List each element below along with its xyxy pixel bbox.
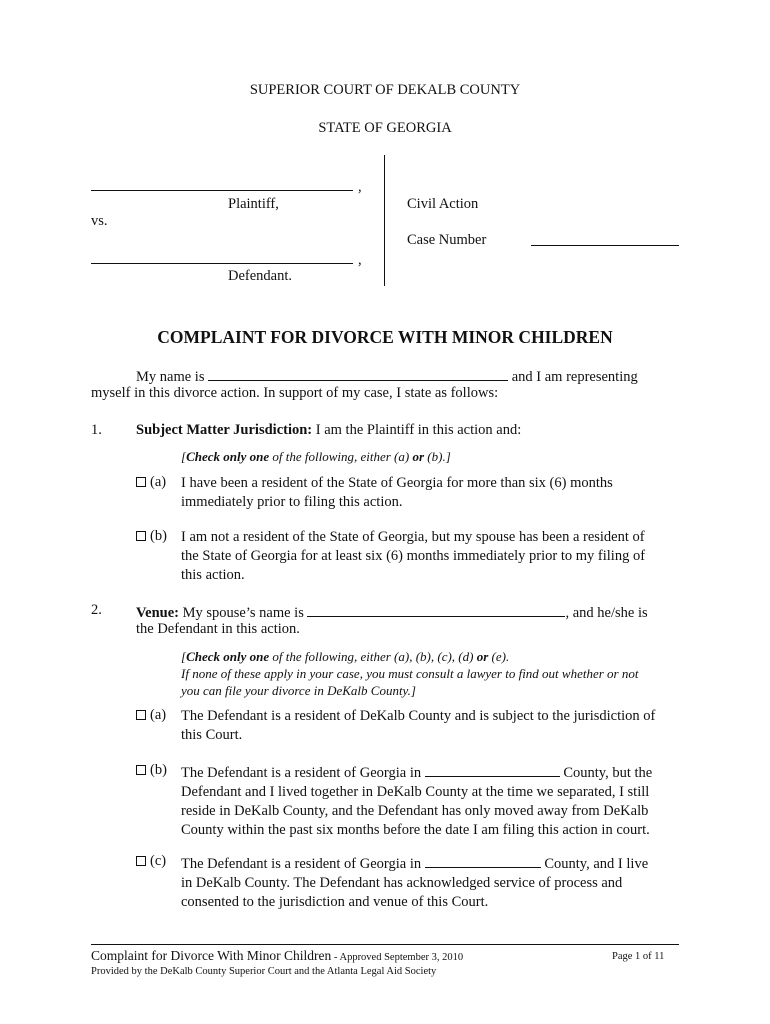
footer-page: Page 1 of 11: [612, 951, 665, 962]
option-2b-first-post: County, but the: [563, 765, 653, 781]
instr-check-only-one: Check only one: [186, 649, 270, 664]
option-1b-label: (b): [150, 528, 167, 544]
section2-text1: My spouse’s name is: [182, 605, 304, 621]
section1-instruction: [181, 449, 451, 465]
option-2c-line-2: in DeKalb County. The Defendant has acknowledged service of process and: [181, 875, 623, 891]
instr-check-only-one: Check only one: [186, 449, 270, 464]
section2-line2: the Defendant in this action.: [136, 621, 300, 637]
spouse-name-blank[interactable]: [307, 602, 565, 617]
footer-title: Complaint for Divorce With Minor Children: [91, 948, 332, 963]
plaintiff-comma: ,: [358, 179, 362, 195]
option-2c-text: [181, 853, 691, 912]
instr-middle: of the following, either (a): [269, 449, 413, 464]
option-2b-first-pre: The Defendant is a resident of Georgia in: [181, 765, 422, 781]
option-1a-line-2: immediately prior to filing this action.: [181, 494, 403, 510]
option-2a-label: (a): [150, 707, 167, 723]
option-2c-label: (c): [150, 853, 167, 869]
civil-action-label: Civil Action: [407, 196, 479, 212]
my-name-blank[interactable]: [208, 366, 508, 381]
option-1a-line-1: I have been a resident of the State of Georgia for more than six (6) months: [181, 475, 613, 491]
county-blank-2c[interactable]: [425, 853, 541, 868]
court-name: SUPERIOR COURT OF DEKALB COUNTY: [249, 82, 521, 98]
checkbox-icon[interactable]: [136, 856, 146, 866]
document-title: COMPLAINT FOR DIVORCE WITH MINOR CHILDREN: [157, 327, 613, 347]
option-2c-first-pre: The Defendant is a resident of Georgia in: [181, 856, 422, 872]
option-1b-line-2: the State of Georgia for at least six (6) months immediately prior to my filing of: [181, 548, 646, 564]
option-2b-line-2: Defendant and I lived together in DeKalb County at the time we separated, I still: [181, 784, 650, 800]
checkbox-icon[interactable]: [136, 710, 146, 720]
option-1b[interactable]: [136, 528, 167, 545]
instr-open: [: [181, 649, 187, 664]
footer-approved: - Approved September 3, 2010: [331, 952, 464, 963]
option-2a-line-1: The Defendant is a resident of DeKalb County and is subject to the jurisdiction of: [181, 708, 656, 724]
option-2c[interactable]: [136, 853, 166, 870]
option-1b-line-1: I am not a resident of the State of Georgia, but my spouse has been a resident of: [181, 529, 645, 545]
plaintiff-label: Plaintiff,: [228, 196, 279, 212]
section2-number: 2.: [91, 602, 102, 618]
option-2c-line-1: [181, 853, 691, 874]
option-2c-first-post: County, and I live: [544, 856, 649, 872]
section2-instruction-2: If none of these apply in your case, you must consult a lawyer to find out whether or not: [181, 666, 639, 681]
footer-rule: [91, 944, 679, 945]
instr-end: (b).]: [424, 449, 451, 464]
option-2a[interactable]: [136, 707, 166, 724]
option-1b-text: [181, 528, 681, 585]
option-2b[interactable]: [136, 762, 167, 779]
section2-heading-line: [136, 602, 648, 622]
option-2b-text: [181, 762, 691, 840]
section1-heading: Subject Matter Jurisdiction:: [136, 422, 313, 438]
option-1a-label: (a): [150, 474, 167, 490]
section1-number: 1.: [91, 422, 102, 438]
instr-or: or: [476, 649, 489, 664]
instr-or: or: [412, 449, 425, 464]
case-number-line[interactable]: [531, 245, 679, 246]
plaintiff-name-line[interactable]: [91, 190, 353, 191]
intro-line-1: [136, 366, 638, 386]
instr-end: (e).: [488, 649, 510, 664]
intro-part2: and I am representing: [511, 369, 638, 385]
checkbox-icon[interactable]: [136, 531, 146, 541]
option-2b-line-4: County within the past six months before the date I am filing this action in court.: [181, 822, 650, 838]
section2-instruction-1: [181, 649, 509, 665]
defendant-comma: ,: [358, 252, 362, 268]
section1-text: I am the Plaintiff in this action and:: [315, 422, 522, 438]
section2-instruction-3: you can file your divorce in DeKalb County.]: [181, 683, 416, 698]
vs-label: vs.: [91, 213, 108, 229]
instr-middle: of the following, either (a), (b), (c), (d): [269, 649, 477, 664]
option-2b-line-1: [181, 762, 691, 783]
option-1b-line-3: this action.: [181, 567, 245, 583]
footer-title-line: [91, 948, 463, 964]
section2-heading: Venue:: [136, 605, 179, 621]
intro-part1: My name is: [136, 369, 205, 385]
option-2c-line-3: consented to the jurisdiction and venue of this Court.: [181, 894, 489, 910]
option-2b-label: (b): [150, 762, 167, 778]
intro-line-2: myself in this divorce action. In support of my case, I state as follows:: [91, 385, 499, 401]
instr-open: [: [181, 449, 187, 464]
option-2a-text: [181, 707, 681, 745]
checkbox-icon[interactable]: [136, 477, 146, 487]
section1-heading-line: [136, 422, 521, 439]
case-number-label: Case Number: [407, 232, 487, 248]
option-1a[interactable]: [136, 474, 166, 491]
footer-provided: Provided by the DeKalb County Superior Court and the Atlanta Legal Aid Society: [91, 966, 437, 977]
county-blank-2b[interactable]: [425, 762, 560, 777]
option-2b-line-3: reside in DeKalb County, and the Defendant has only moved away from DeKalb: [181, 803, 649, 819]
caption-divider: [384, 155, 385, 286]
defendant-name-line[interactable]: [91, 263, 353, 264]
section2-text2: , and he/she is: [565, 605, 648, 621]
defendant-label: Defendant.: [228, 268, 293, 284]
state-name: STATE OF GEORGIA: [318, 120, 452, 136]
option-1a-text: [181, 474, 681, 512]
checkbox-icon[interactable]: [136, 765, 146, 775]
option-2a-line-2: this Court.: [181, 727, 243, 743]
